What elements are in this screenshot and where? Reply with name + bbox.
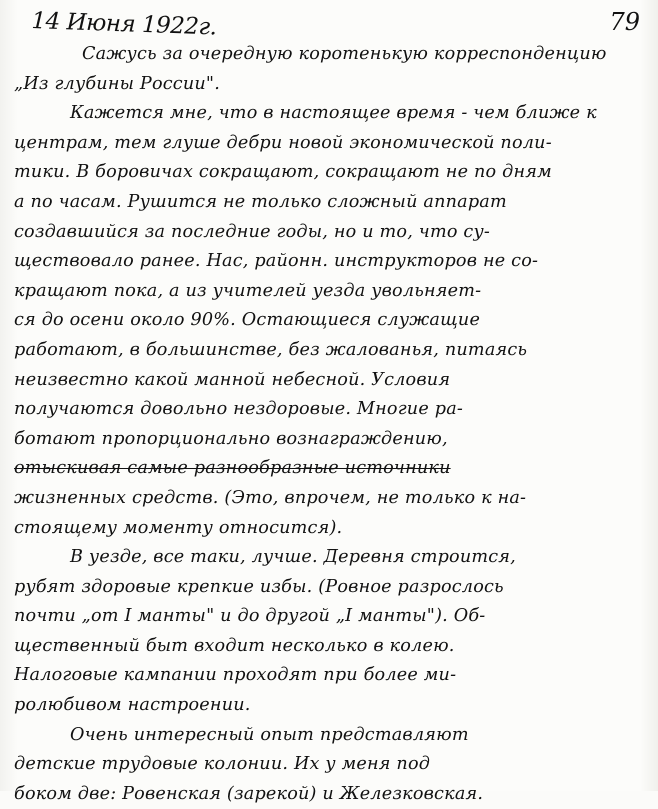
paragraph2-line: ролюбивом настроении. xyxy=(14,695,251,716)
paragraph2-line: рубят здоровые крепкие избы. (Ровное разрослось xyxy=(14,576,504,597)
paragraph1-line: а по часам. Рушится не только сложный аппарат xyxy=(14,191,507,212)
paragraph1-line: ся до осени около 90%. Остающиеся служащие xyxy=(14,310,481,331)
handwritten-text xyxy=(14,40,650,809)
paragraph1-line: создавшийся за последние годы, но и то, что су- xyxy=(14,221,491,242)
page-number: 79 xyxy=(609,8,640,36)
paragraph1-line: отыскивая самые разнообразные источники xyxy=(14,458,451,479)
paragraph1-line: центрам, тем глуше дебри новой экономической поли- xyxy=(14,132,552,153)
page-header xyxy=(14,6,650,40)
paragraph3-line: боком две: Ровенская (зарекой) и Железковская. xyxy=(14,783,484,804)
paragraph1-line: кращают пока, а из учителей уезда увольняет- xyxy=(14,280,482,301)
paragraph1-line: получаются довольно нездоровые. Многие ра- xyxy=(14,399,464,420)
intro-line: Сажусь за очередную коротенькую корреспонденцию xyxy=(82,44,607,64)
paragraph2-line: щественный быт входит несколько в колею. xyxy=(14,635,455,656)
paragraph1-line: работают, в большинстве, без жалованья, питаясь xyxy=(14,339,528,360)
intro-line: „Из глубины России". xyxy=(14,73,221,94)
paragraph1-line: стоящему моменту относится). xyxy=(14,517,343,538)
paragraph2-line: В уезде, все таки, лучше. Деревня строится, xyxy=(70,547,516,568)
paragraph3-line: Очень интересный опыт представляют xyxy=(70,724,469,745)
paragraph3-line: детские трудовые колонии. Их у меня под xyxy=(14,754,431,775)
paragraph1-line: ществовало ранее. Нас, районн. инструкторов не со- xyxy=(14,251,539,272)
paragraph2-line: почти „от I манты" и до другой „I манты"). Об- xyxy=(14,606,486,627)
date-heading: 14 Июня 1922г. xyxy=(31,8,217,41)
paragraph1-line: Кажется мне, что в настоящее время - чем ближе к xyxy=(70,103,597,124)
paragraph1-line: неизвестно какой манной небесной. Условия xyxy=(14,369,451,390)
paragraph1-line: ботают пропорционально вознаграждению, xyxy=(14,428,448,449)
paragraph1-line: тики. В боровичах сокращают, сокращают не по дням xyxy=(14,162,552,183)
paragraph1-line: жизненных средств. (Это, впрочем, не только к на- xyxy=(14,487,527,508)
paragraph2-line: Налоговые кампании проходят при более ми- xyxy=(14,665,457,686)
